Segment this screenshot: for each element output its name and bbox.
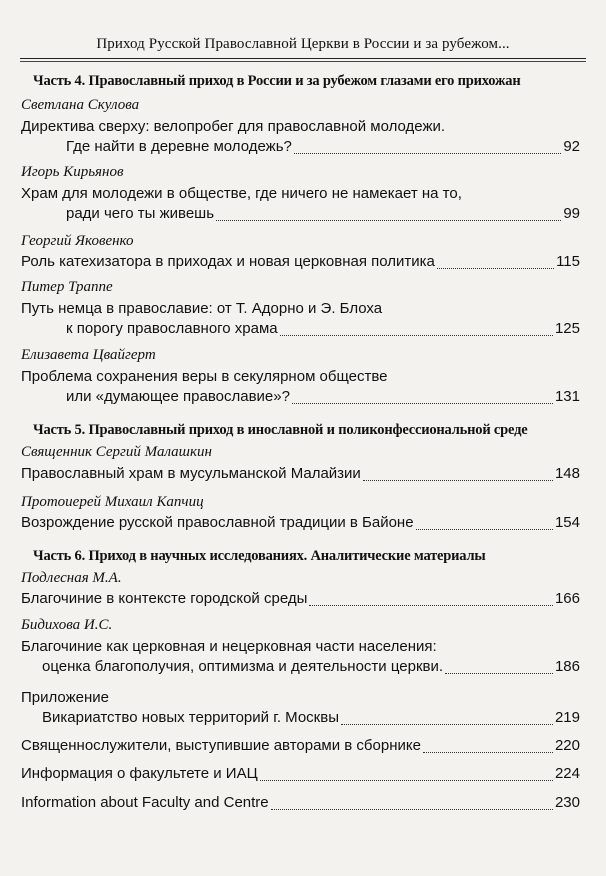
- entry-title-line: ради чего ты живешь 99: [66, 205, 580, 222]
- leader-dots: [292, 391, 553, 404]
- entry-author: Елизавета Цвайгерт: [21, 347, 156, 363]
- leader-dots: [216, 208, 561, 221]
- entry-author: Протоиерей Михаил Капчиц: [21, 494, 204, 510]
- entry-author: Подлесная М.А.: [21, 570, 122, 586]
- section-part-5: [0, 422, 606, 446]
- entry-title-line: Храм для молодежи в обществе, где ничего не намекает на то,: [21, 185, 462, 202]
- appendix-item: Викариатство новых территорий г. Москвы 219: [42, 709, 580, 726]
- entry-title-line: или «думающее православие»? 131: [66, 388, 580, 405]
- header-rule-thin: [20, 61, 586, 62]
- entry-title-line: Возрождение русской православной традиции в Байоне 154: [21, 514, 580, 531]
- appendix-item: Священнослужители, выступившие авторами в сборнике 220: [21, 737, 580, 754]
- entry-title-line: Директива сверху: велопробег для православной молодежи.: [21, 118, 446, 135]
- entry-title-line: Роль катехизатора в приходах и новая церковная политика 115: [21, 253, 580, 270]
- entry-author: Питер Траппе: [21, 279, 113, 295]
- page-number: 148: [554, 465, 580, 482]
- leader-dots: [309, 593, 553, 606]
- section-part-6: [0, 548, 606, 572]
- page-number: 125: [554, 320, 580, 337]
- page-number: 154: [554, 514, 580, 531]
- section-part-4: [0, 73, 606, 97]
- entry-author: Игорь Кирьянов: [21, 164, 124, 180]
- section-heading: Часть 4. Православный приход в России и за рубежом глазами его прихожан: [33, 73, 521, 89]
- section-heading: Часть 6. Приход в научных исследованиях. Аналитические материалы: [33, 548, 486, 564]
- entry-title-line: Благочиние как церковная и нецерковная части населения:: [21, 638, 437, 655]
- page-number: 220: [554, 737, 580, 754]
- page-number: 166: [554, 590, 580, 607]
- entry-author: Георгий Яковенко: [21, 233, 134, 249]
- entry-title-line: Православный храм в мусульманской Малайзии 148: [21, 465, 580, 482]
- entry-title-line: оценка благополучия, оптимизма и деятельности церкви. 186: [42, 658, 580, 675]
- page-number: 99: [563, 205, 580, 222]
- page-number: 186: [554, 658, 580, 675]
- appendix-item: Information about Faculty and Centre 230: [21, 794, 580, 811]
- page-number: 115: [556, 253, 580, 270]
- leader-dots: [260, 768, 553, 781]
- leader-dots: [416, 517, 553, 530]
- entry-author: Священник Сергий Малашкин: [21, 444, 212, 460]
- entry-author: Бидихова И.С.: [21, 617, 113, 633]
- leader-dots: [280, 323, 553, 336]
- entry-title-line: Проблема сохранения веры в секулярном обществе: [21, 368, 388, 385]
- appendix-item: Информация о факультете и ИАЦ 224: [21, 765, 580, 782]
- page-number: 224: [554, 765, 580, 782]
- entry-title-line: Где найти в деревне молодежь? 92: [66, 138, 580, 155]
- page-number: 92: [563, 138, 580, 155]
- leader-dots: [363, 468, 553, 481]
- leader-dots: [437, 256, 554, 269]
- entry-title-line: Благочиние в контексте городской среды 166: [21, 590, 580, 607]
- appendix-label: Приложение: [21, 689, 109, 706]
- entry-title-line: Путь немца в православие: от Т. Адорно и Э. Блоха: [21, 300, 383, 317]
- leader-dots: [294, 141, 561, 154]
- leader-dots: [445, 661, 553, 674]
- page-number: 131: [554, 388, 580, 405]
- entry-author: Светлана Скулова: [21, 97, 140, 113]
- running-head: Приход Русской Православной Церкви в России и за рубежом...: [96, 36, 510, 52]
- leader-dots: [423, 740, 553, 753]
- leader-dots: [341, 712, 553, 725]
- page-number: 219: [554, 709, 580, 726]
- header-rule: [20, 58, 586, 59]
- leader-dots: [271, 797, 553, 810]
- entry-title-line: к порогу православного храма 125: [66, 320, 580, 337]
- page-number: 230: [554, 794, 580, 811]
- section-heading: Часть 5. Православный приход в инославной и поликонфессиональной среде: [33, 422, 528, 438]
